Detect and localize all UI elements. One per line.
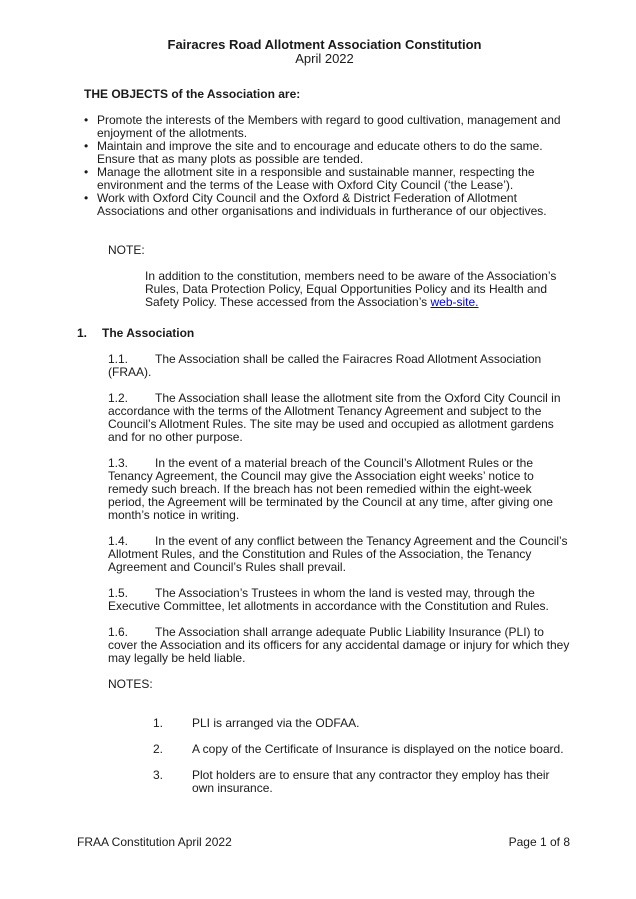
bullet-icon: • xyxy=(84,191,89,205)
bullet-text: Maintain and improve the site and to encourage and educate others to do the same. Ensure that as many plots as possible are tended. xyxy=(97,139,543,166)
note-item-number: 1. xyxy=(153,716,164,730)
note-item xyxy=(153,769,572,795)
clause-paragraph xyxy=(108,457,571,522)
clause-number: 1.6. xyxy=(108,625,129,639)
clause-text: In the event of any conflict between the Tenancy Agreement and the Council’s Allotment Rules, and the Constitution and Rules of the Association, the Tenancy Agreement and Council’s Rules shall prevail. xyxy=(108,534,568,574)
clause-paragraph xyxy=(108,626,571,665)
note-label: NOTE: xyxy=(108,243,145,257)
clause-number: 1.2. xyxy=(108,391,129,405)
note-text: In addition to the constitution, members need to be aware of the Association’s Rules, Data Protection Policy, Equal Opportunities Policy and its Health and Safety Policy. These accessed from the Association’s xyxy=(145,269,557,309)
note-paragraph xyxy=(145,270,572,309)
document-subtitle: April 2022 xyxy=(295,51,354,66)
footer-doc-title: FRAA Constitution April 2022 xyxy=(77,835,232,849)
bullet-text: Work with Oxford City Council and the Oxford & District Federation of Allotment Associations and other organisations and individuals in furtherance of our objectives. xyxy=(97,191,547,218)
clause-paragraph xyxy=(108,353,571,379)
section-number: 1. xyxy=(77,326,88,340)
objects-heading: THE OBJECTS of the Association are: xyxy=(84,87,301,101)
clause-number: 1.5. xyxy=(108,586,129,600)
section-heading: The Association xyxy=(102,326,195,340)
bullet-icon: • xyxy=(84,113,89,127)
website-link[interactable]: web-site. xyxy=(430,295,479,309)
bullet-icon: • xyxy=(84,165,89,179)
notes-label: NOTES: xyxy=(108,677,153,691)
clause-number: 1.1. xyxy=(108,352,129,366)
notes-list xyxy=(153,717,572,795)
list-item xyxy=(84,166,572,192)
note-item xyxy=(153,717,572,730)
clause-list xyxy=(77,353,572,665)
footer-page-number: Page 1 of 8 xyxy=(508,835,570,849)
list-item xyxy=(84,192,572,218)
objects-bullet-list xyxy=(84,114,572,218)
list-item xyxy=(84,140,572,166)
page-content xyxy=(77,38,572,808)
note-item-number: 2. xyxy=(153,742,164,756)
clause-paragraph xyxy=(108,392,571,444)
clause-text: The Association shall lease the allotment site from the Oxford City Council in accordance with the terms of the Allotment Tenancy Agreement and subject to the Council’s Allotment Rules. The site may be used and occupied as allotment gardens and for no other purpose. xyxy=(108,391,561,444)
note-item-number: 3. xyxy=(153,768,164,782)
note-item xyxy=(153,743,572,756)
section-heading-row xyxy=(77,327,572,340)
bullet-text: Manage the allotment site in a responsible and sustainable manner, respecting the environment and the terms of the Lease with Oxford City Council (‘the Lease’). xyxy=(97,165,535,192)
clause-paragraph xyxy=(108,535,571,574)
clause-number: 1.3. xyxy=(108,456,129,470)
clause-number: 1.4. xyxy=(108,534,129,548)
clause-paragraph xyxy=(108,587,571,613)
note-item-text: A copy of the Certificate of Insurance is displayed on the notice board. xyxy=(192,742,564,756)
clause-text: In the event of a material breach of the Council’s Allotment Rules or the Tenancy Agreement, the Council may give the Association eight weeks’ notice to remedy such breach. If the breach has not been remedied within the eight-week period, the Agreement will be terminated by the Council at any time, after giving one month’s notice in writing. xyxy=(108,456,553,522)
note-item-text: Plot holders are to ensure that any contractor they employ has their own insurance. xyxy=(192,768,550,795)
note-item-text: PLI is arranged via the ODFAA. xyxy=(192,716,360,730)
document-title: Fairacres Road Allotment Association Constitution xyxy=(167,37,482,52)
bullet-icon: • xyxy=(84,139,89,153)
clause-text: The Association shall arrange adequate Public Liability Insurance (PLI) to cover the Association and its officers for any accidental damage or injury for which they may legally be held liable. xyxy=(108,625,570,665)
document-header xyxy=(77,38,572,66)
clause-text: The Association’s Trustees in whom the land is vested may, through the Executive Committee, let allotments in accordance with the Constitution and Rules. xyxy=(108,586,549,613)
list-item xyxy=(84,114,572,140)
clause-text: The Association shall be called the Fairacres Road Allotment Association (FRAA). xyxy=(108,352,542,379)
bullet-text: Promote the interests of the Members with regard to good cultivation, management and enjoyment of the allotments. xyxy=(97,113,561,140)
document-footer xyxy=(77,836,570,849)
